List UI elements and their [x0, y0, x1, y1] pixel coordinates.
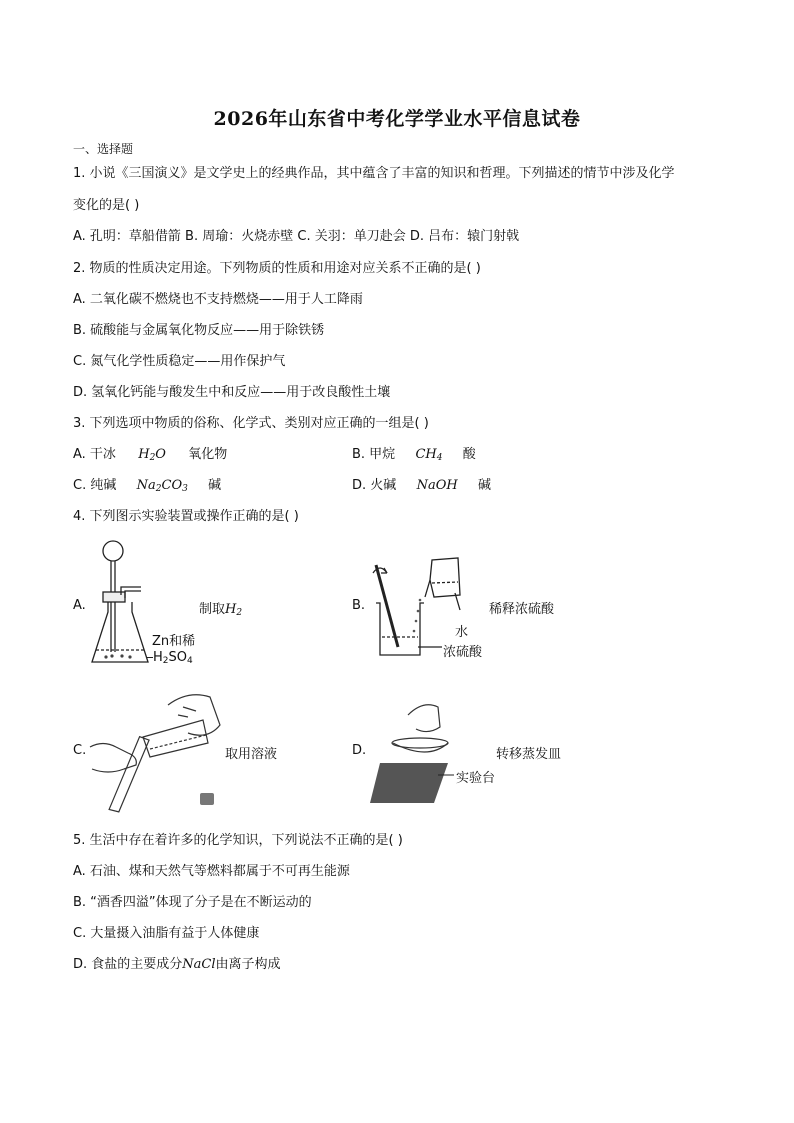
- q5-option-c: C. 大量摄入油脂有益于人体健康: [73, 926, 260, 941]
- pouring-figure: [88, 685, 228, 813]
- q1-stem-line2: 变化的是( ): [73, 198, 140, 213]
- q2-option-c: C. 氮气化学性质稳定——用作保护气: [73, 354, 286, 369]
- exam-title: 2026年山东省中考化学学业水平信息试卷: [213, 108, 581, 130]
- q3-c-name: C. 纯碱: [73, 478, 117, 493]
- q4-b-water-label: 水: [455, 625, 469, 640]
- q3-b-name: B. 甲烷: [352, 447, 396, 462]
- q4-a-caption: 制取$H_2$: [199, 602, 243, 618]
- q3-option-a: [73, 446, 227, 467]
- q3-b-formula: $CH_4$: [415, 447, 443, 463]
- lab-bench: [370, 763, 448, 803]
- q3-option-d: [352, 477, 491, 495]
- left-hand: [90, 744, 136, 773]
- evaporating-dish-figure: [368, 695, 478, 805]
- water-beaker: [430, 558, 460, 597]
- q3-d-formula: NaOH: [416, 478, 458, 493]
- q3-d-name: D. 火碱: [352, 478, 397, 493]
- q3-d-class: 碱: [477, 478, 491, 493]
- q5-option-d: D. 食盐的主要成分NaCl由离子构成: [73, 957, 281, 972]
- reagent-bottle: [143, 720, 208, 757]
- q4-option-d-letter: D.: [352, 743, 367, 758]
- q3-a-class: 氧化物: [188, 447, 228, 462]
- q1-options: A. 孔明：草船借箭 B. 周瑜：火烧赤壁 C. 关羽：单刀赴会 D. 吕布：辕门射戟: [73, 229, 520, 244]
- q3-a-name: A. 干冰: [73, 447, 116, 462]
- q3-stem: 3. 下列选项中物质的俗称、化学式、类别对应正确的一组是( ): [73, 416, 429, 431]
- q4-option-a-letter: A.: [73, 598, 86, 613]
- section-heading: 一、选择题: [73, 142, 134, 156]
- funnel-bulb: [103, 541, 123, 561]
- q5-option-a: A. 石油、煤和天然气等燃料都属于不可再生能源: [73, 864, 350, 879]
- q4-c-caption: 取用溶液: [225, 747, 278, 762]
- q4-stem: 4. 下列图示实验装置或操作正确的是( ): [73, 509, 299, 524]
- q4-a-reagent-line1: Zn和稀: [152, 634, 196, 649]
- q3-option-b: [352, 446, 476, 467]
- q5-option-b: B. “酒香四溢”体现了分子是在不断运动的: [73, 895, 312, 910]
- test-tube: [109, 734, 149, 813]
- q2-option-a: A. 二氧化碳不燃烧也不支持燃烧——用于人工降雨: [73, 292, 363, 307]
- q4-b-caption: 稀释浓硫酸: [489, 602, 555, 617]
- q5-d-formula: NaCl: [182, 957, 216, 972]
- q3-c-class: 碱: [208, 478, 222, 493]
- q4-d-bench-label: 实验台: [456, 771, 496, 786]
- q3-b-class: 酸: [462, 447, 476, 462]
- q3-c-formula: $Na_2CO_3$: [136, 478, 188, 494]
- q3-a-formula: $H_2O$: [138, 447, 166, 463]
- q5-stem: 5. 生活中存在着许多的化学知识，下列说法不正确的是( ): [73, 833, 403, 848]
- q2-option-d: D. 氢氧化钙能与酸发生中和反应——用于改良酸性土壤: [73, 385, 391, 400]
- q4-d-caption: 转移蒸发皿: [496, 747, 562, 762]
- q4-b-acid-label: 浓硫酸: [443, 645, 483, 660]
- q4-option-b-letter: B.: [352, 598, 366, 613]
- q4-a-reagent-line2: $H_2SO_4$: [147, 650, 193, 666]
- q2-option-b: B. 硫酸能与金属氧化物反应——用于除铁锈: [73, 323, 325, 338]
- bottle-stopper: [200, 793, 214, 805]
- q4-option-c-letter: C.: [73, 743, 87, 758]
- hand-icon: [408, 705, 440, 732]
- q2-stem: 2. 物质的性质决定用途。下列物质的性质和用途对应关系不正确的是( ): [73, 261, 481, 276]
- q3-option-c: [73, 477, 221, 498]
- q1-stem-line1: 1. 小说《三国演义》是文学史上的经典作品，其中蕴含了丰富的知识和哲理。下列描述的情节中涉及化学: [73, 166, 675, 181]
- right-hand: [168, 695, 220, 735]
